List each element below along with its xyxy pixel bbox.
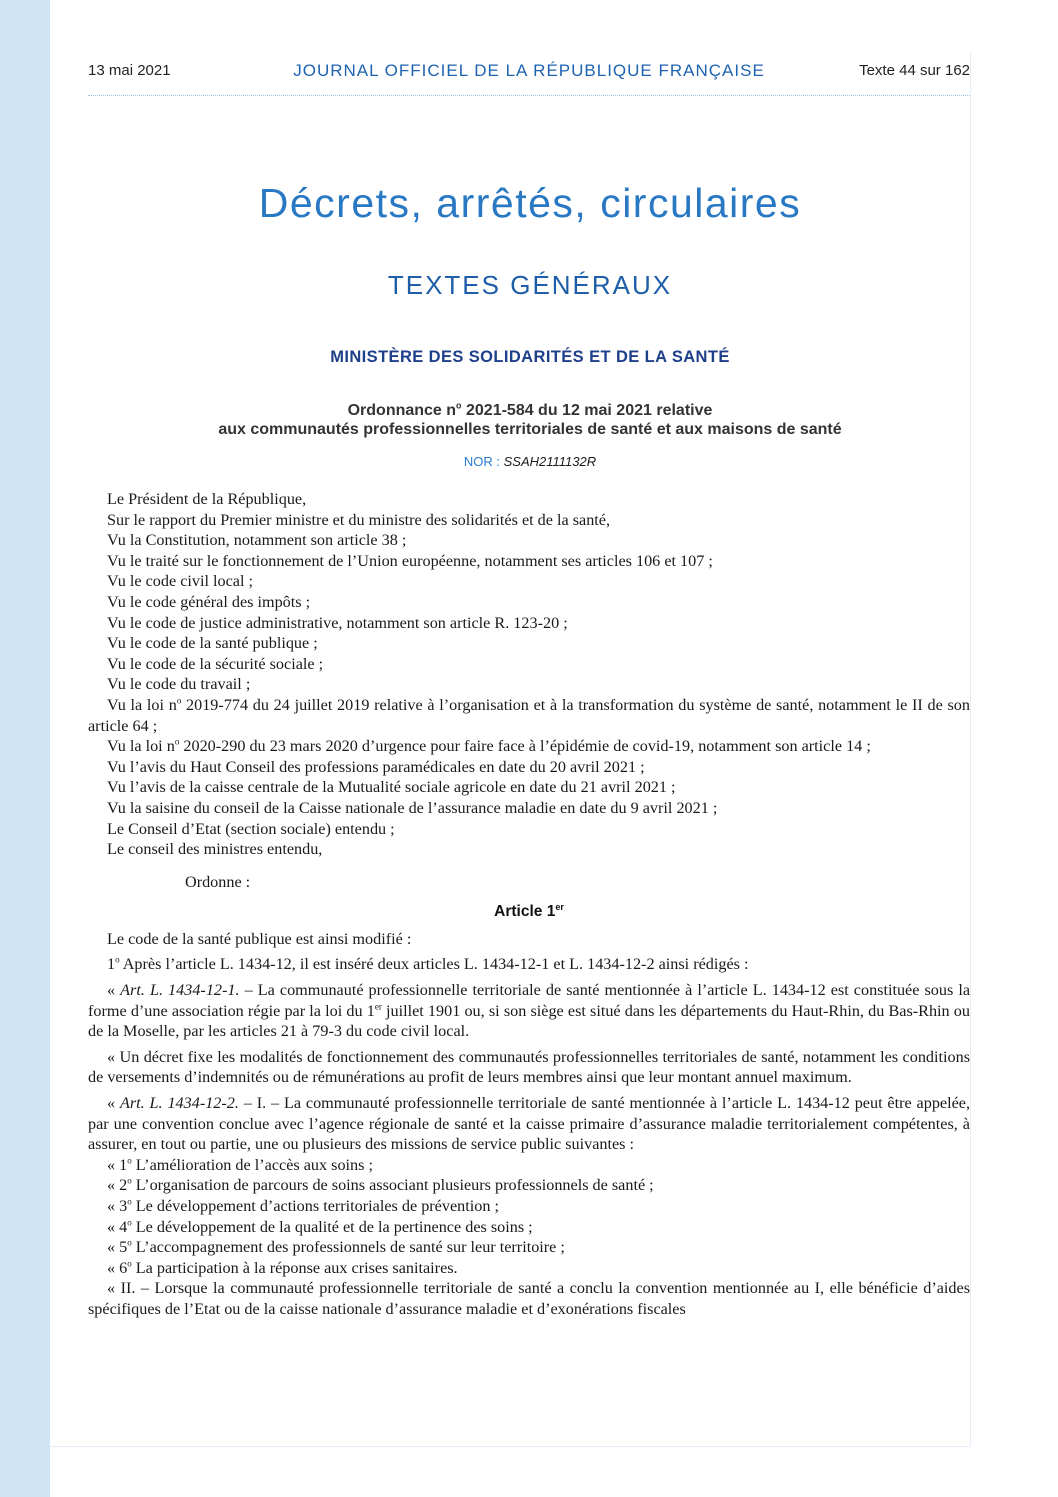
point-II-paragraph: « II. – Lorsque la communauté professionnelle territoriale de santé a conclu la convention mentionnée au I, elle bénéficie d’aides spécifiques de l’Etat ou de la caisse nationale d’assurance maladie et d’exonérations fiscales <box>88 1279 970 1318</box>
article-1-heading: Article 1er <box>494 902 564 921</box>
header-journal-name: JOURNAL OFFICIEL DE LA RÉPUBLIQUE FRANÇAISE <box>293 61 765 80</box>
ministry-heading: MINISTÈRE DES SOLIDARITÉS ET DE LA SANTÉ <box>330 348 730 366</box>
header-text-number: Texte 44 sur 162 <box>859 62 970 79</box>
preamble-loi-2020: Vu la loi $n^o$ 2020-290 du 23 mars 2020 d’urgence pour faire face à l’épidémie de covid-19, notamment son article 14 ; <box>107 736 871 756</box>
preamble-line: Le Président de la République, <box>107 490 307 508</box>
page-frame-bottom <box>50 1446 970 1447</box>
preamble-line: Vu l’avis de la caisse centrale de la Mutualité sociale agricole en date du 21 avril 2021 ; <box>107 778 676 797</box>
preamble-line: Vu la Constitution, notamment son article 38 ; <box>107 531 407 550</box>
mission-item: « 2$^o$ L’organisation de parcours de soins associant plusieurs professionnels de santé ; <box>107 1176 654 1195</box>
article-1-point-1: 1$^o$ Après l’article L. 1434-12, il est inséré deux articles L. 1434-12-1 et L. 1434-12-2 ainsi rédigés : <box>107 955 749 974</box>
header-divider <box>88 95 970 96</box>
mission-item: « 5$^o$ L’accompagnement des professionnels de santé sur leur territoire ; <box>107 1237 565 1257</box>
mission-item: « 6$^o$ La participation à la réponse aux crises sanitaires. <box>107 1258 458 1277</box>
preamble-line: Vu le code de la santé publique ; <box>107 634 318 653</box>
document-body <box>88 489 970 1320</box>
mission-item: « 4$^o$ Le développement de la qualité et de la pertinence des soins ; <box>107 1217 533 1236</box>
preamble-line: Le Conseil d’Etat (section sociale) entendu ; <box>107 819 395 838</box>
preamble-line: Vu le code civil local ; <box>107 572 254 591</box>
ordonnance-title <box>50 401 1010 439</box>
decret-paragraph: « Un décret fixe les modalités de fonctionnement des communautés professionnelles territoriales de santé, notamment les conditions de versements d’indemnités ou de rémunérations au profit de leurs membres ainsi que leur montant annuel maximum. <box>88 1047 970 1087</box>
ordonnance-title-line1: Ordonnance $n^o$ 2021-584 du 12 mai 2021 relative <box>347 400 713 419</box>
preamble-line: Le conseil des ministres entendu, <box>107 840 323 859</box>
preamble-line: Vu le traité sur le fonctionnement de l’Union européenne, notamment ses articles 106 et 107 ; <box>107 551 713 570</box>
ordonne-line: Ordonne : <box>185 872 251 891</box>
header-date: 13 mai 2021 <box>88 62 171 79</box>
article-l-1434-12-2: « Art. L. 1434-12-2. – I. – La communauté professionnelle territoriale de santé mentionnée à l’article L. 1434-12 peut être appelée, par une convention conclue avec l’agence régionale de santé et la caisse primaire d’assurance maladie territorialement compétentes, à assurer, en tout ou partie, une ou plusieurs des missions de service public suivantes : <box>88 1094 971 1154</box>
page-header <box>88 62 970 84</box>
preamble-line: Vu l’avis du Haut Conseil des professions paramédicales en date du 20 avril 2021 ; <box>107 757 645 776</box>
nor-value: SSAH2111132R <box>503 454 597 469</box>
preamble-line: Vu la saisine du conseil de la Caisse nationale de l’assurance maladie en date du 9 avril 2021 ; <box>107 798 718 817</box>
page-frame-right <box>970 52 971 1447</box>
section-title: Décrets, arrêtés, circulaires <box>258 180 802 226</box>
article-l-1434-12-1: « Art. L. 1434-12-1. – La communauté professionnelle territoriale de santé mentionnée à l’article L. 1434-12 est constituée sous la forme d’une association régie par la loi du 1er juillet 1901 ou, si son siège est situé dans les départements du Haut-Rhin, du Bas-Rhin ou de la Moselle, par les articles 21 à 79-3 du code civil local. <box>88 981 971 1041</box>
preamble-line: Sur le rapport du Premier ministre et du ministre des solidarités et de la santé, <box>107 510 611 529</box>
mission-item: « 3$^o$ Le développement d’actions territoriales de prévention ; <box>107 1196 499 1215</box>
article-1-intro: Le code de la santé publique est ainsi modifié : <box>107 929 412 948</box>
nor-label: NOR : <box>463 454 504 469</box>
preamble-loi-2019: Vu la loi $n^o$ 2019-774 du 24 juillet 2019 relative à l’organisation et à la transformation du système de santé, notamment le II de son article 64 ; <box>88 695 970 735</box>
preamble-line: Vu le code du travail ; <box>107 675 251 694</box>
nor-reference <box>50 454 1010 469</box>
subsection-title: TEXTES GÉNÉRAUX <box>387 270 673 300</box>
preamble-line: Vu le code de justice administrative, notamment son article R. 123-20 ; <box>107 613 568 632</box>
preamble-line: Vu le code général des impôts ; <box>107 592 311 611</box>
preamble-line: Vu le code de la sécurité sociale ; <box>107 654 324 673</box>
left-margin-band <box>0 0 50 1497</box>
ordonnance-title-line2: aux communautés professionnelles territoriales de santé et aux maisons de santé <box>218 421 842 438</box>
mission-item: « 1$^o$ L’amélioration de l’accès aux soins ; <box>107 1155 373 1174</box>
